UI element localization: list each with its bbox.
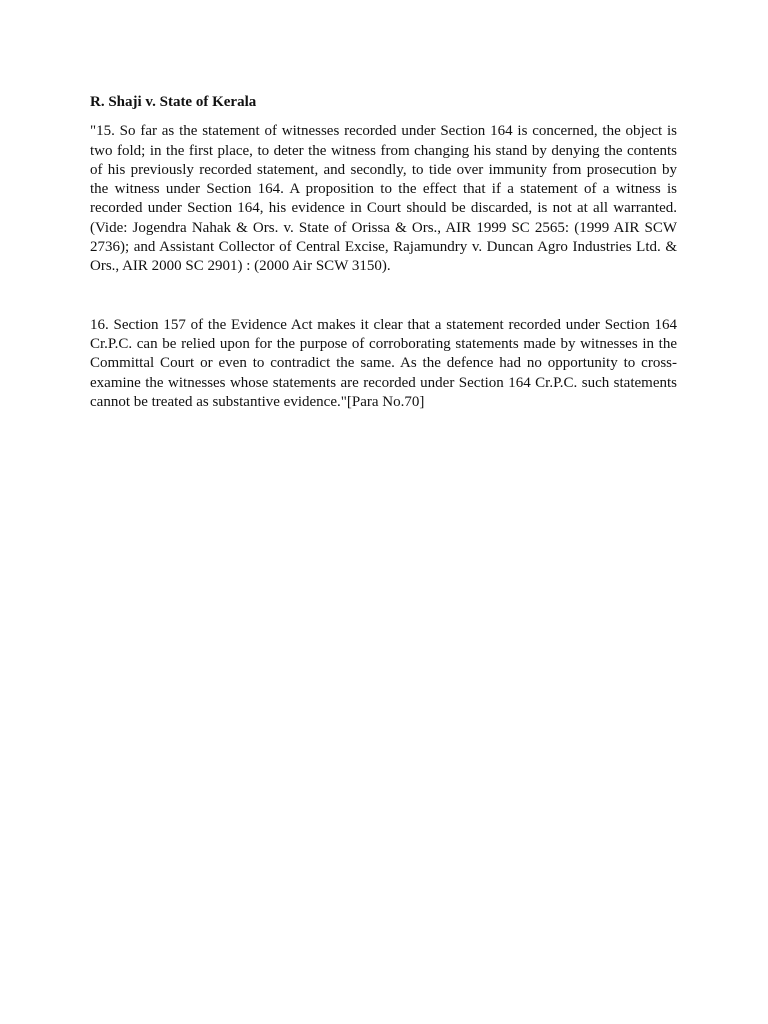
paragraph-15: "15. So far as the statement of witnesses recorded under Section 164 is concerned, the object is two fold; in the first place, to deter the witness from changing his stand by denying the contents of his previously recorded statement, and secondly, to tide over immunity from prosecution by the witness under Section 164. A proposition to the effect that if a statement of a witness is recorded under Section 164, his evidence in Court should be discarded, is not at all warranted. (Vide: Jogendra Nahak & Ors. v. State of Orissa & Ors., AIR 1999 SC 2565: (1999 AIR SCW 2736); and Assistant Collector of Central Excise, Rajamundry v. Duncan Agro Industries Ltd. & Ors., AIR 2000 SC 2901) : (2000 Air SCW 3150). [90, 123, 677, 275]
paragraph-16: 16. Section 157 of the Evidence Act makes it clear that a statement recorded under Section 164 Cr.P.C. can be relied upon for the purpose of corroborating statements made by witnesses in the Committal Court or even to contradict the same. As the defence had no opportunity to cross-examine the witnesses whose statements are recorded under Section 164 Cr.P.C. such statements cannot be treated as substantive evidence."[Para No.70] [90, 316, 677, 410]
paragraph-spacer [90, 277, 677, 316]
document-body [90, 93, 677, 412]
case-title: R. Shaji v. State of Kerala [90, 94, 257, 110]
